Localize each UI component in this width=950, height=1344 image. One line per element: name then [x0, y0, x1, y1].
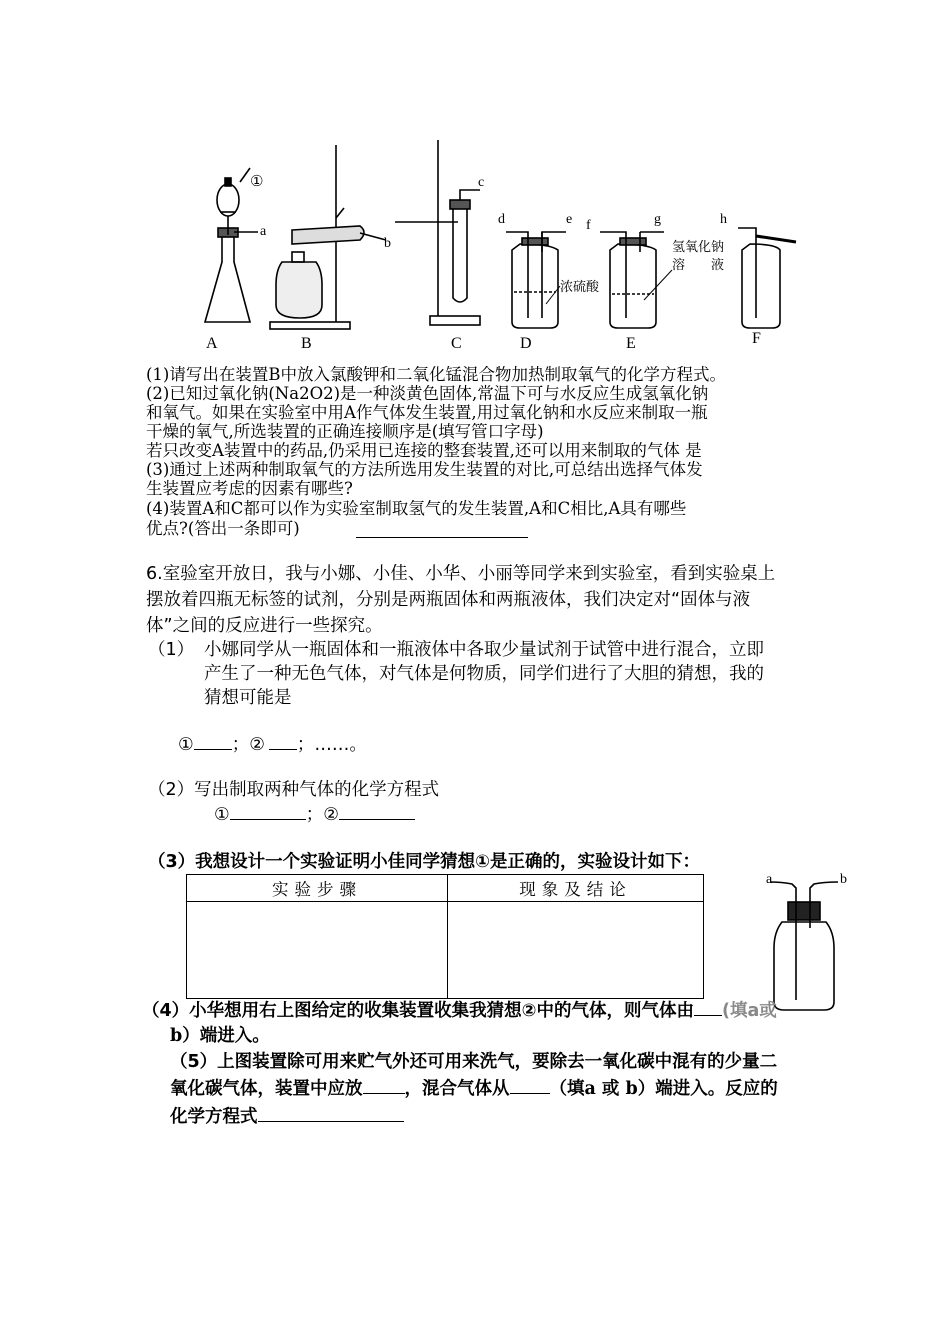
apparatus-b-tube [292, 226, 364, 244]
port-e: e [566, 212, 573, 227]
apparatus-c-tube [453, 206, 467, 302]
bottle-body [774, 922, 834, 1010]
q6-intro-1: 6.室验室开放日，我与小娜、小佳、小华、小丽等同学来到实验室，看到实验桌上 [146, 564, 776, 584]
sulfuric-acid-label: 浓硫酸 [560, 280, 600, 295]
label-a: A [206, 335, 218, 352]
bottle-port-a: a [766, 872, 773, 887]
q6-p1-line-1: 小娜同学从一瓶固体和一瓶液体中各取少量试剂于试管中进行混合，立即 [204, 640, 764, 660]
port-d: d [498, 212, 505, 227]
experiment-table [186, 874, 704, 999]
port-f: f [586, 218, 591, 233]
port-h: h [720, 212, 727, 227]
q5-line-8: (4)装置A和C都可以作为实验室制取氢气的发生装置,A和C相比,A具有哪些 [146, 499, 687, 518]
port-a: a [260, 224, 267, 239]
q6-p1-number: （1） [148, 640, 195, 660]
label-b: B [301, 335, 312, 352]
table-header-steps: 实验步骤 [187, 875, 448, 902]
table-header-results: 现象及结论 [448, 875, 704, 902]
guess-2-blank[interactable] [269, 732, 297, 750]
q6-p2-answer: ① ；② [214, 802, 415, 827]
label-c: C [451, 335, 462, 352]
marker-1: ① [250, 172, 264, 190]
q6-p5-line-2: 氧化碳气体，装置中应放 ，混合气体从 （填a 或 b）端进入。反应的 [170, 1076, 778, 1101]
naoh-label-1: 氢氧化钠 [672, 240, 725, 255]
apparatus-a-flask [205, 235, 250, 322]
circled-1: ① [178, 735, 194, 755]
q6-p1-line-3: 猜想可能是 [204, 688, 292, 708]
port-b: b [384, 236, 391, 251]
reagent-blank[interactable] [363, 1076, 405, 1094]
port-g: g [654, 212, 661, 227]
label-e: E [626, 335, 636, 352]
bottle-port-b: b [840, 872, 847, 887]
apparatus-e-bottle [610, 244, 656, 328]
table-cell-results[interactable] [448, 902, 704, 999]
naoh-label-2: 溶 液 [672, 258, 725, 273]
guess-1-blank[interactable] [194, 732, 232, 750]
q5-line-3: 和氧气。如果在实验室中用A作气体发生装置,用过氧化钠和水反应来制取一瓶 [146, 403, 708, 422]
q5-line-1: (1)请写出在装置B中放入氯酸钾和二氧化锰混合物加热制取氧气的化学方程式。 [146, 365, 726, 384]
equation-1-blank[interactable] [230, 802, 306, 820]
q6-p1-answer: ① ；② ；……。 [178, 732, 367, 757]
q6-p2: （2）写出制取两种气体的化学方程式 [148, 780, 440, 800]
q6-p5-line-3: 化学方程式 [170, 1104, 404, 1129]
circled-2: ② [249, 735, 265, 755]
q6-p3: （3）我想设计一个实验证明小佳同学猜想①是正确的，实验设计如下： [148, 852, 700, 872]
apparatus-b-base [270, 322, 350, 329]
q5-line-7: 生装置应考虑的因素有哪些? [146, 479, 353, 498]
apparatus-figure [0, 0, 950, 360]
q6-intro-2: 摆放着四瓶无标签的试剂，分别是两瓶固体和两瓶液体，我们决定对“固体与液 [146, 590, 751, 610]
inlet-port-blank[interactable] [510, 1076, 550, 1094]
bottle-stopper [788, 902, 820, 920]
q6-p4-line-2: b）端进入。 [170, 1026, 270, 1046]
q5-line-6: (3)通过上述两种制取氧气的方法所选用发生装置的对比,可总结出选择气体发 [146, 460, 703, 479]
q6-p4-line-1: （4）小华想用右上图给定的收集装置收集我猜想②中的气体，则气体由 (填a或 [142, 998, 777, 1023]
equation-blank[interactable] [258, 1104, 404, 1122]
apparatus-d-bottle [512, 244, 558, 328]
q5-line-4: 干燥的氧气,所选装置的正确连接顺序是(填写管口字母) [146, 422, 544, 441]
q5-line-5: 若只改变A装置中的药品,仍采用已连接的整套装置,还可以用来制取的气体 是 [146, 441, 702, 460]
label-f: F [752, 330, 761, 347]
q6-intro-3: 体”之间的反应进行一些探究。 [146, 616, 383, 636]
q6-p1-line-2: 产生了一种无色气体，对气体是何物质，同学们进行了大胆的猜想，我的 [204, 664, 764, 684]
q6-p5-line-1: （5）上图装置除可用来贮气外还可用来洗气，要除去一氧化碳中混有的少量二 [170, 1052, 778, 1072]
collection-bottle-figure [762, 868, 848, 1016]
q5-answer-blank[interactable] [356, 537, 528, 538]
q5-line-2: (2)已知过氧化钠(Na2O2)是一种淡黄色固体,常温下可与水反应生成氢氧化钠 [146, 384, 709, 403]
label-d: D [520, 335, 532, 352]
apparatus-b-lamp [276, 262, 322, 318]
q5-line-9: 优点?(答出一条即可) [146, 519, 300, 538]
table-cell-steps[interactable] [187, 902, 448, 999]
apparatus-f-bottle [742, 244, 780, 328]
equation-2-blank[interactable] [339, 802, 415, 820]
gas-inlet-blank[interactable] [694, 998, 722, 1016]
apparatus-c-base [430, 316, 480, 325]
port-c: c [478, 175, 485, 190]
